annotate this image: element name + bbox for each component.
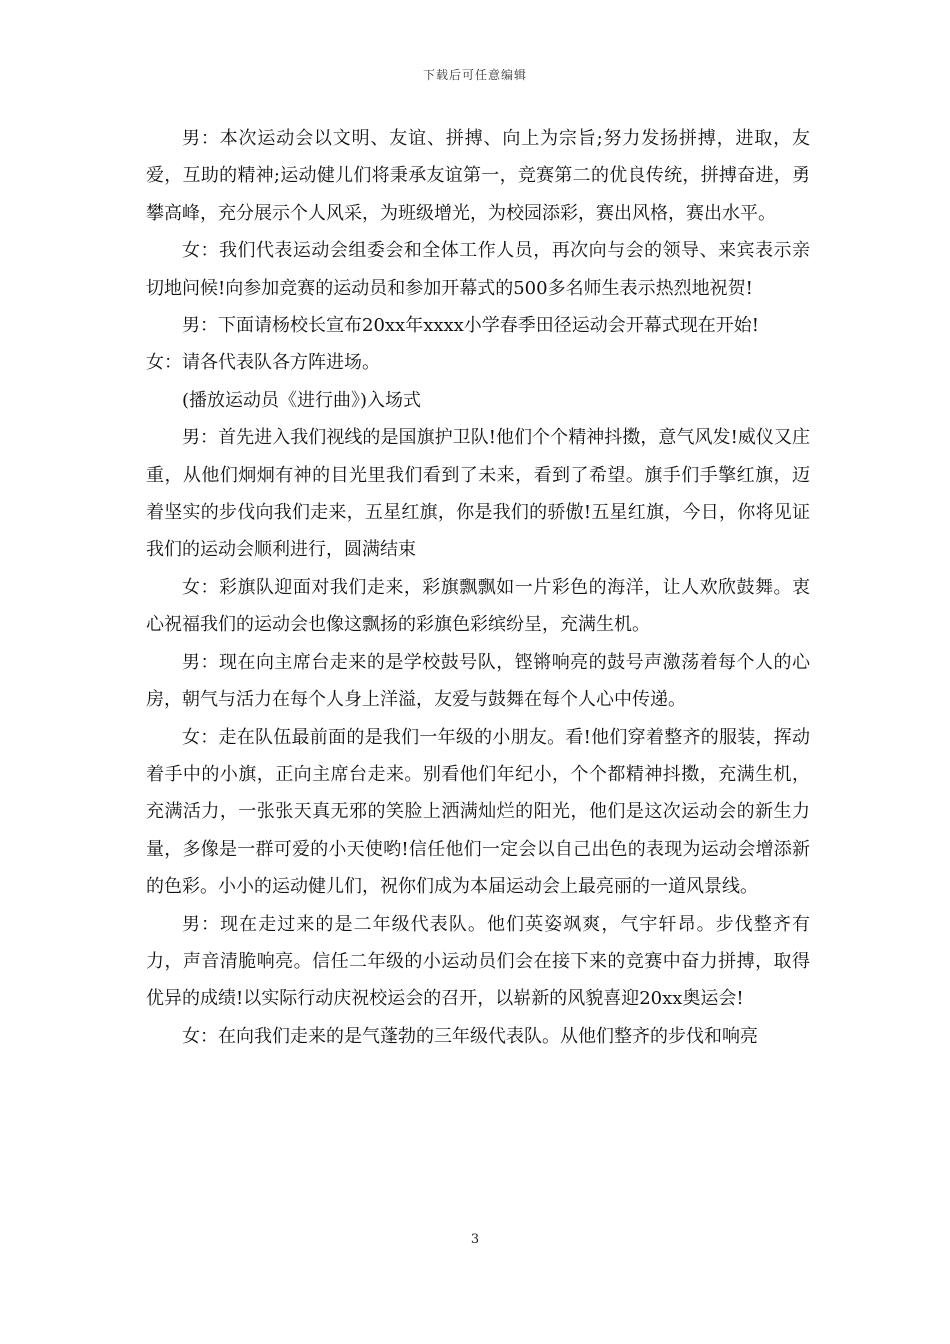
document-body <box>146 120 810 1055</box>
paragraph: 男：首先进入我们视线的是国旗护卫队!他们个个精神抖擞，意气风发!威仪又庄重，从他们炯炯有神的目光里我们看到了未来，看到了希望。旗手们手擎红旗，迈着坚实的步伐向我们走来，五星红旗，你是我们的骄傲!五星红旗，今日，你将见证我们的运动会顺利进行，圆满结束 <box>146 427 810 561</box>
page-number: 3 <box>470 1232 480 1247</box>
paragraph: 女：请各代表队各方阵进场。 <box>146 352 380 374</box>
paragraph: 男：现在向主席台走来的是学校鼓号队，铿锵响亮的鼓号声激荡着每个人的心房，朝气与活力在每个人身上洋溢，友爱与鼓舞在每个人心中传递。 <box>146 651 810 711</box>
paragraph: (播放运动员《进行曲》)入场式 <box>182 389 422 411</box>
header-note: 下载后可任意编辑 <box>422 68 527 82</box>
paragraph: 男：本次运动会以文明、友谊、拼搏、向上为宗旨;努力发扬拼搏，进取，友爱，互助的精神;运动健儿们将秉承友谊第一，竞赛第二的优良传统，拼搏奋进，勇攀高峰，充分展示个人风采，为班级增光，为校园添彩，赛出风格，赛出水平。 <box>146 128 810 224</box>
paragraph: 男：下面请杨校长宣布20xx年xxxx小学春季田径运动会开幕式现在开始! <box>182 315 760 337</box>
paragraph: 女：走在队伍最前面的是我们一年级的小朋友。看!他们穿着整齐的服装，挥动着手中的小旗，正向主席台走来。别看他们年纪小，个个都精神抖擞，充满生机，充满活力，一张张天真无邪的笑脸上洒满灿烂的阳光，他们是这次运动会的新生力量，多像是一群可爱的小天使哟!信任他们一定会以自己出色的表现为运动会增添新的色彩。小小的运动健儿们，祝你们成为本届运动会上最亮丽的一道风景线。 <box>146 726 810 898</box>
paragraph: 男：现在走过来的是二年级代表队。他们英姿飒爽，气宇轩昂。步伐整齐有力，声音清脆响亮。信任二年级的小运动员们会在接下来的竞赛中奋力拼搏，取得优异的成绩!以实际行动庆祝校运会的召开，以崭新的风貌喜迎20xx奥运会! <box>146 913 810 1010</box>
paragraph: 女：在向我们走来的是气蓬勃的三年级代表队。从他们整齐的步伐和响亮 <box>182 1025 758 1047</box>
paragraph: 女：彩旗队迎面对我们走来，彩旗飘飘如一片彩色的海洋，让人欢欣鼓舞。衷心祝福我们的运动会也像这飘扬的彩旗色彩缤纷呈，充满生机。 <box>146 576 810 636</box>
paragraph: 女：我们代表运动会组委会和全体工作人员，再次向与会的领导、来宾表示亲切地问候!向参加竞赛的运动员和参加开幕式的500多名师生表示热烈地祝贺! <box>146 240 810 299</box>
